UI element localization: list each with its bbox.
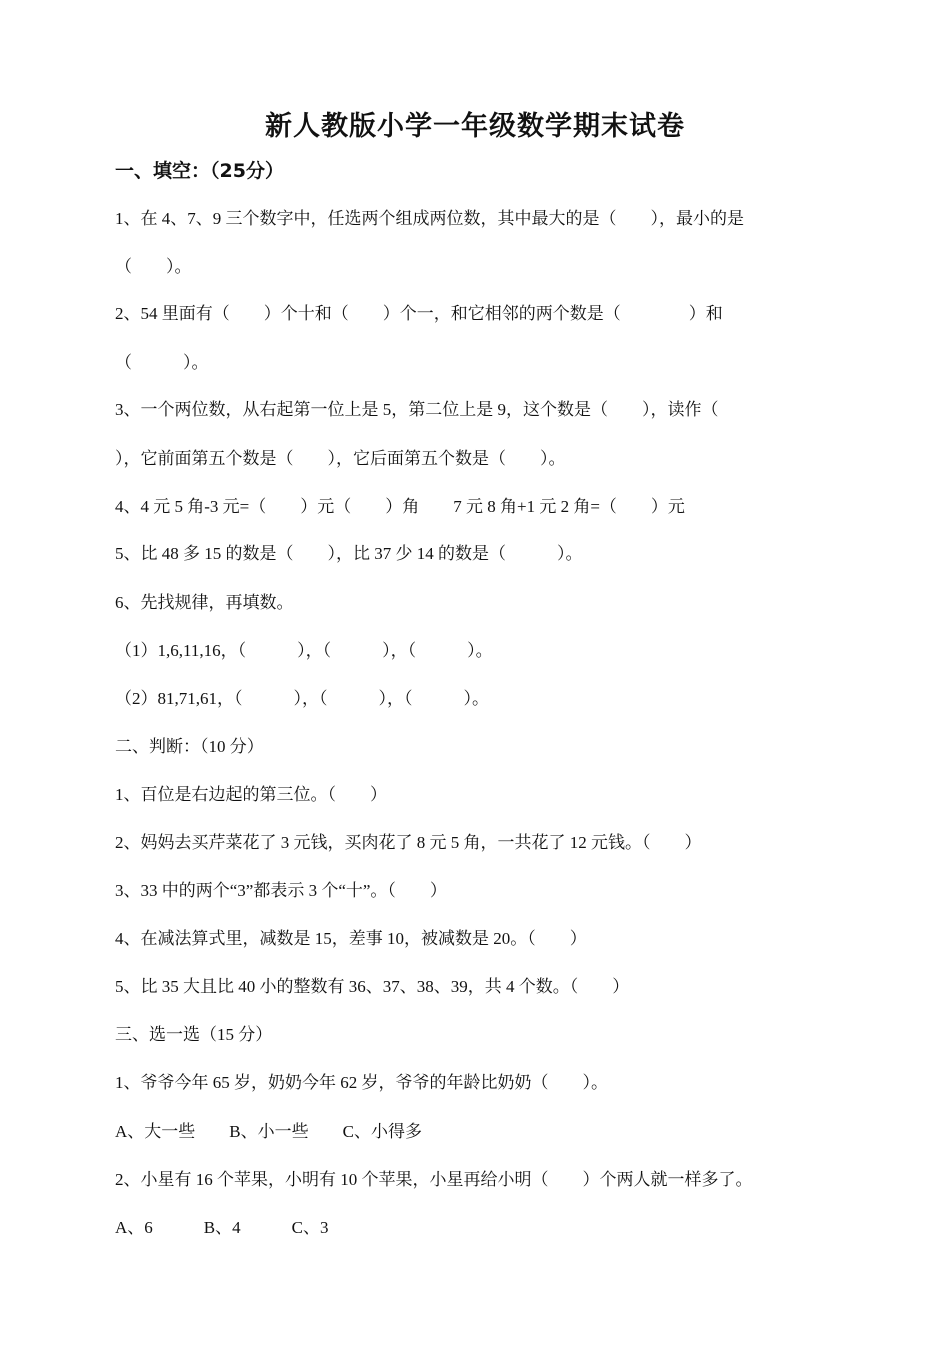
question-line: 2、小星有 16 个苹果，小明有 10 个苹果，小星再给小明（ ）个两人就一样多了。 [115,1170,753,1189]
question-line: （ ）。 [115,353,209,372]
question-line: 4、在减法算式里，减数是 15，差事 10，被减数是 20。（ ） [115,929,587,948]
choice-options: A、6 B、4 C、3 [115,1218,329,1237]
section-heading-true-false: 二、判断：（10 分） [115,737,264,756]
question-line: （2）81,71,61，（ ），（ ），（ ）。 [115,689,489,708]
section-heading-multiple-choice: 三、选一选（15 分） [115,1025,273,1044]
question-line: 5、比 48 多 15 的数是（ ），比 37 少 14 的数是（ ）。 [115,544,583,563]
question-line: 3、一个两位数，从右起第一位上是 5，第二位上是 9，这个数是（ ），读作（ [115,400,719,419]
question-line: 3、33 中的两个“3”都表示 3 个“十”。（ ） [115,881,447,900]
question-line: 6、先找规律，再填数。 [115,593,294,612]
question-line: 1、百位是右边起的第三位。（ ） [115,785,387,804]
choice-options: A、大一些 B、小一些 C、小得多 [115,1122,422,1141]
question-line: （ ）。 [115,257,192,276]
document-title: 新人教版小学一年级数学期末试卷 [265,111,685,142]
question-line: 1、在 4、7、9 三个数字中，任选两个组成两位数，其中最大的是（ ），最小的是 [115,209,744,228]
question-line: 2、54 里面有（ ）个十和（ ）个一，和它相邻的两个数是（ ）和 [115,304,723,323]
question-line: 1、爷爷今年 65 岁，奶奶今年 62 岁，爷爷的年龄比奶奶（ ）。 [115,1073,608,1092]
question-line: （1）1,6,11,16，（ ），（ ），（ ）。 [115,641,493,660]
section-heading-fill-blank: 一、填空：（25分） [115,160,284,182]
question-line: ），它前面第五个数是（ ），它后面第五个数是（ ）。 [115,449,566,468]
question-line: 2、妈妈去买芹菜花了 3 元钱，买肉花了 8 元 5 角，一共花了 12 元钱。（ ） [115,833,702,852]
question-line: 4、4 元 5 角-3 元=（ ）元（ ）角 7 元 8 角+1 元 2 角=（ ）元 [115,497,685,516]
question-line: 5、比 35 大且比 40 小的整数有 36、37、38、39，共 4 个数。（ ） [115,977,630,996]
